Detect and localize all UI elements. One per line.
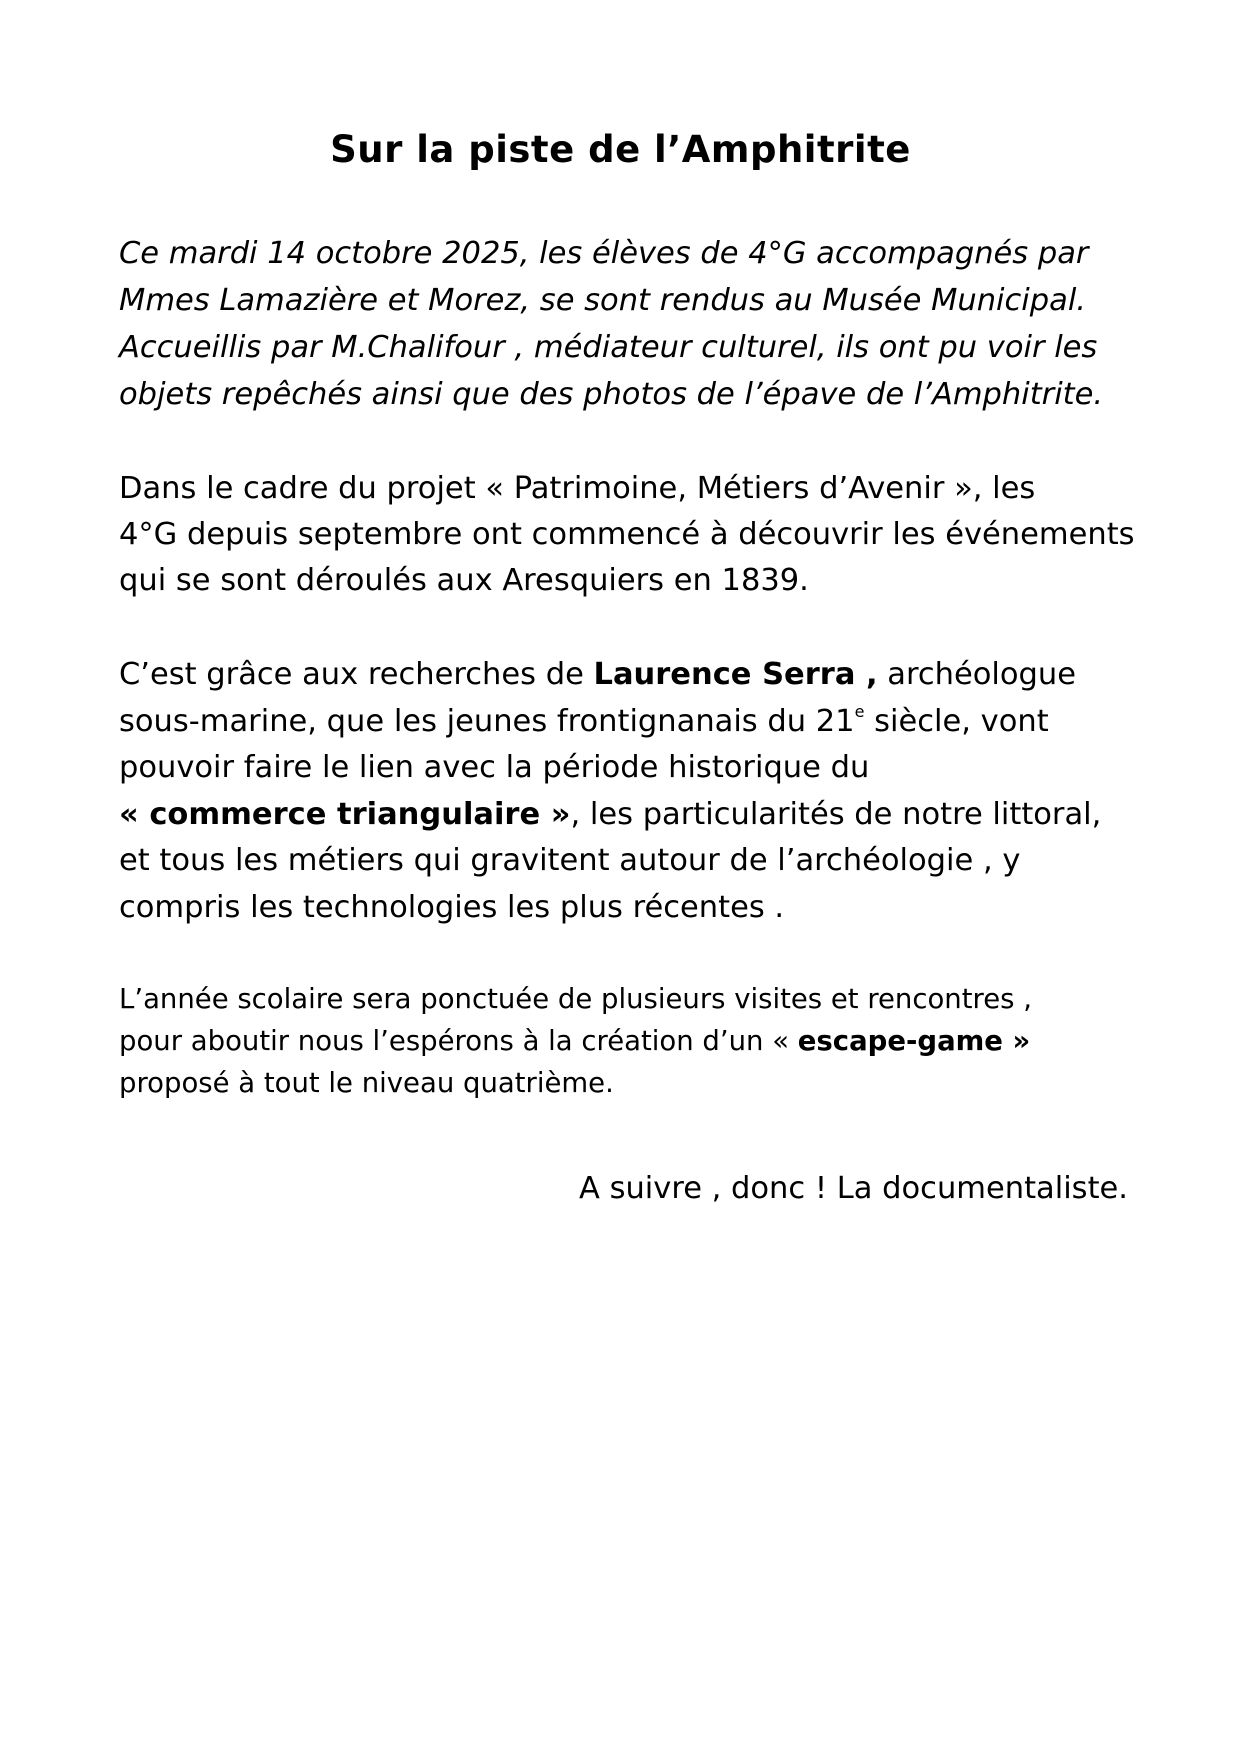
emphasis-text: « commerce triangulaire » bbox=[119, 796, 571, 832]
paragraph-line: 4°G depuis septembre ont commencé à découvrir les événements bbox=[119, 517, 1135, 552]
signature: A suivre , donc ! La documentaliste. bbox=[579, 1171, 1128, 1206]
paragraph-line: proposé à tout le niveau quatrième. bbox=[119, 1067, 614, 1099]
paragraph-line bbox=[119, 699, 1129, 746]
paragraph-line: Ce mardi 14 octobre 2025, les élèves de 4°G accompagnés par bbox=[119, 236, 1089, 271]
paragraph-project bbox=[119, 466, 1135, 604]
paragraph-line bbox=[119, 792, 1129, 839]
paragraph-research bbox=[119, 652, 1129, 931]
text-run: pour aboutir nous l’espérons à la création d’un « bbox=[119, 1025, 798, 1057]
paragraph-line: L’année scolaire sera ponctuée de plusieurs visites et rencontres , bbox=[119, 983, 1032, 1015]
text-run: C’est grâce aux recherches de bbox=[119, 657, 594, 692]
paragraph-line: qui se sont déroulés aux Aresquiers en 1839. bbox=[119, 563, 809, 598]
paragraph-visit bbox=[119, 230, 1129, 418]
page-title: Sur la piste de l’Amphitrite bbox=[330, 128, 911, 171]
paragraph-line: et tous les métiers qui gravitent autour de l’archéologie , y bbox=[119, 843, 1021, 878]
paragraph-line bbox=[119, 1020, 1129, 1062]
paragraph-line: compris les technologies les plus récentes . bbox=[119, 889, 785, 925]
superscript: e bbox=[854, 701, 865, 721]
researcher-name: Laurence Serra , bbox=[593, 657, 878, 692]
paragraph-line bbox=[119, 652, 1129, 699]
paragraph-line: pouvoir faire le lien avec la période historique du bbox=[119, 750, 870, 785]
paragraph-line: Accueillis par M.Chalifour , médiateur culturel, ils ont pu voir les bbox=[119, 330, 1098, 365]
paragraph-line: Dans le cadre du projet « Patrimoine, Métiers d’Avenir », les bbox=[119, 471, 1036, 506]
emphasis-text: escape-game » bbox=[797, 1025, 1031, 1057]
text-run: archéologue bbox=[877, 657, 1076, 692]
paragraph-year bbox=[119, 978, 1129, 1104]
text-run: , les particularités de notre littoral, bbox=[570, 796, 1102, 832]
paragraph-line: Mmes Lamazière et Morez, se sont rendus au Musée Municipal. bbox=[119, 283, 1086, 318]
text-run: siècle, vont bbox=[864, 703, 1049, 739]
text-run: sous-marine, que les jeunes frontignanais du 21 bbox=[119, 703, 855, 739]
paragraph-line: objets repêchés ainsi que des photos de l’épave de l’Amphitrite. bbox=[119, 377, 1104, 412]
